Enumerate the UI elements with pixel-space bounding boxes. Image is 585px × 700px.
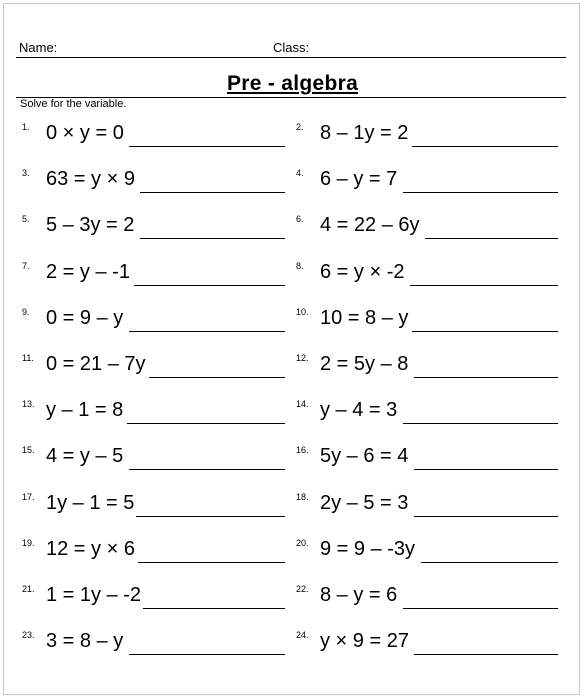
answer-line[interactable] — [134, 285, 285, 286]
name-class-line — [16, 57, 566, 58]
problem-equation: 1y – 1 = 5 — [46, 492, 135, 514]
problem-number: 15. — [22, 445, 35, 455]
answer-line[interactable] — [412, 146, 558, 147]
problem-number: 13. — [22, 399, 35, 409]
answer-line[interactable] — [412, 331, 558, 332]
problem-item — [296, 399, 558, 427]
problem-item — [22, 307, 285, 335]
problem-item — [296, 445, 558, 473]
problem-item — [296, 584, 558, 612]
problem-equation: 63 = y × 9 — [46, 168, 135, 190]
problem-equation: 5 – 3y = 2 — [46, 214, 135, 236]
problem-number: 17. — [22, 492, 35, 502]
problem-item — [296, 630, 558, 658]
problem-item — [22, 584, 285, 612]
worksheet-title: Pre - algebra — [226, 72, 359, 95]
problem-item — [296, 538, 558, 566]
instructions: Solve for the variable. — [20, 98, 127, 110]
problem-equation: y × 9 = 27 — [320, 630, 409, 652]
problem-number: 3. — [22, 168, 30, 178]
problem-number: 16. — [296, 445, 309, 455]
problem-equation: y – 4 = 3 — [320, 399, 398, 421]
problem-item — [296, 214, 558, 242]
problem-equation: 8 – y = 6 — [320, 584, 398, 606]
problem-item — [296, 168, 558, 196]
problem-number: 24. — [296, 630, 309, 640]
problem-equation: 9 = 9 – -3y — [320, 538, 416, 560]
answer-line[interactable] — [140, 192, 285, 193]
problem-equation: 5y – 6 = 4 — [320, 445, 409, 467]
answer-line[interactable] — [129, 654, 285, 655]
problem-item — [22, 168, 285, 196]
problem-number: 20. — [296, 538, 309, 548]
problem-number: 5. — [22, 214, 30, 224]
problem-number: 7. — [22, 261, 30, 271]
problem-number: 9. — [22, 307, 30, 317]
problem-equation: 0 = 9 – y — [46, 307, 124, 329]
problem-item — [22, 122, 285, 150]
problem-number: 12. — [296, 353, 309, 363]
problem-number: 21. — [22, 584, 35, 594]
problem-equation: 6 – y = 7 — [320, 168, 398, 190]
answer-line[interactable] — [425, 238, 558, 239]
answer-line[interactable] — [143, 608, 285, 609]
problem-equation: 1 = 1y – -2 — [46, 584, 142, 606]
answer-line[interactable] — [129, 469, 285, 470]
problem-item — [296, 261, 558, 289]
problem-number: 1. — [22, 122, 30, 132]
problem-number: 2. — [296, 122, 304, 132]
problem-item — [22, 445, 285, 473]
problem-number: 23. — [22, 630, 35, 640]
problem-item — [22, 492, 285, 520]
answer-line[interactable] — [403, 192, 558, 193]
problem-item — [296, 307, 558, 335]
problem-equation: 0 = 21 – 7y — [46, 353, 146, 375]
problem-equation: 3 = 8 – y — [46, 630, 124, 652]
problem-equation: 2y – 5 = 3 — [320, 492, 409, 514]
problem-equation: 4 = y – 5 — [46, 445, 124, 467]
answer-line[interactable] — [136, 516, 285, 517]
problem-number: 10. — [296, 307, 309, 317]
problem-equation: 2 = 5y – 8 — [320, 353, 409, 375]
problem-number: 11. — [22, 353, 34, 363]
answer-line[interactable] — [414, 469, 558, 470]
problem-equation: 10 = 8 – y — [320, 307, 409, 329]
problem-number: 18. — [296, 492, 309, 502]
problem-equation: 6 = y × -2 — [320, 261, 405, 283]
problem-equation: 12 = y × 6 — [46, 538, 135, 560]
problem-equation: 2 = y – -1 — [46, 261, 130, 283]
answer-line[interactable] — [414, 377, 558, 378]
answer-line[interactable] — [403, 423, 558, 424]
problem-item — [296, 353, 558, 381]
problem-item — [22, 538, 285, 566]
problem-item — [22, 399, 285, 427]
problem-item — [296, 122, 558, 150]
problem-equation: 8 – 1y = 2 — [320, 122, 409, 144]
problem-item — [22, 214, 285, 242]
answer-line[interactable] — [421, 562, 558, 563]
answer-line[interactable] — [129, 146, 285, 147]
problem-item — [22, 630, 285, 658]
class-label: Class: — [273, 40, 310, 55]
problem-equation: 0 × y = 0 — [46, 122, 124, 144]
name-label: Name: — [19, 40, 58, 55]
problem-number: 19. — [22, 538, 35, 548]
problem-equation: y – 1 = 8 — [46, 399, 124, 421]
problem-equation: 4 = 22 – 6y — [320, 214, 420, 236]
problem-number: 22. — [296, 584, 309, 594]
problem-number: 6. — [296, 214, 304, 224]
answer-line[interactable] — [414, 654, 558, 655]
answer-line[interactable] — [140, 238, 285, 239]
answer-line[interactable] — [138, 562, 285, 563]
answer-line[interactable] — [414, 516, 558, 517]
answer-line[interactable] — [129, 331, 285, 332]
answer-line[interactable] — [403, 608, 558, 609]
problem-item — [296, 492, 558, 520]
problem-number: 14. — [296, 399, 309, 409]
answer-line[interactable] — [410, 285, 558, 286]
problem-number: 4. — [296, 168, 304, 178]
problem-item — [22, 261, 285, 289]
answer-line[interactable] — [127, 423, 285, 424]
answer-line[interactable] — [149, 377, 285, 378]
problem-item — [22, 353, 285, 381]
problem-number: 8. — [296, 261, 304, 271]
